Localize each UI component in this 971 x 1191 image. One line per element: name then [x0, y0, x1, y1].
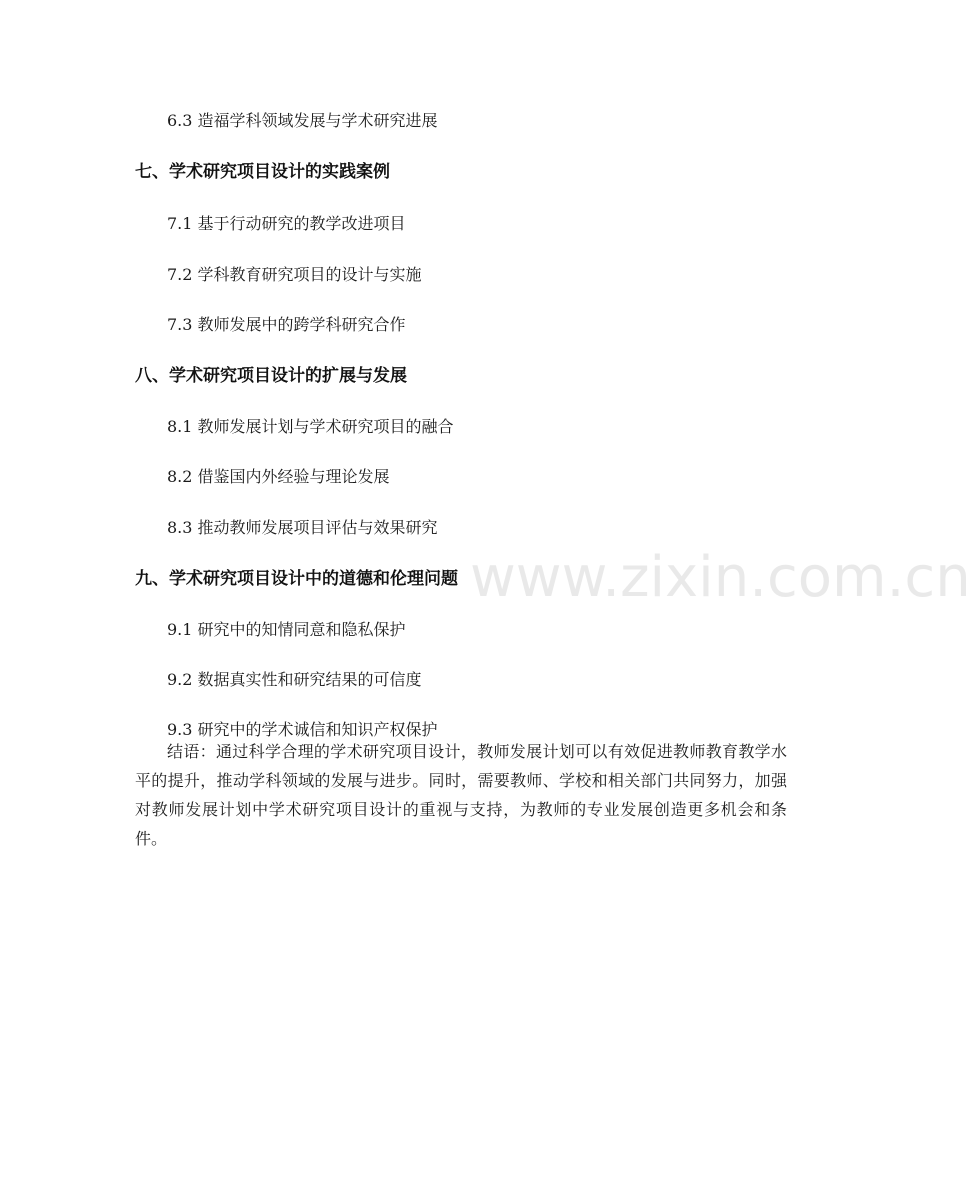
conclusion-paragraph: 结语：通过科学合理的学术研究项目设计，教师发展计划可以有效促进教师教育教学水平的提升，推动学科领域的发展与进步。同时，需要教师、学校和相关部门共同努力，加强对教师发展计划中学术研究项目设计的重视与支持，为教师的专业发展创造更多机会和条件。: [135, 742, 787, 848]
subsection-6-3: 6.3 造福学科领域发展与学术研究进展: [167, 111, 438, 130]
subsection-7-1: 7.1 基于行动研究的教学改进项目: [167, 214, 406, 233]
subsection-7-3: 7.3 教师发展中的跨学科研究合作: [167, 315, 406, 334]
subsection-8-1: 8.1 教师发展计划与学术研究项目的融合: [167, 417, 454, 436]
section-heading-9: 九、学术研究项目设计中的道德和伦理问题: [135, 569, 458, 589]
subsection-9-1: 9.1 研究中的知情同意和隐私保护: [167, 620, 406, 639]
subsection-9-2: 9.2 数据真实性和研究结果的可信度: [167, 670, 422, 689]
watermark: www.zixin.com.cn: [470, 545, 971, 610]
subsection-7-2: 7.2 学科教育研究项目的设计与实施: [167, 265, 422, 284]
section-heading-7: 七、学术研究项目设计的实践案例: [135, 162, 390, 182]
section-heading-8: 八、学术研究项目设计的扩展与发展: [135, 366, 407, 386]
subsection-8-3: 8.3 推动教师发展项目评估与效果研究: [167, 518, 438, 537]
subsection-9-3: 9.3 研究中的学术诚信和知识产权保护: [167, 720, 438, 739]
subsection-8-2: 8.2 借鉴国内外经验与理论发展: [167, 467, 390, 486]
